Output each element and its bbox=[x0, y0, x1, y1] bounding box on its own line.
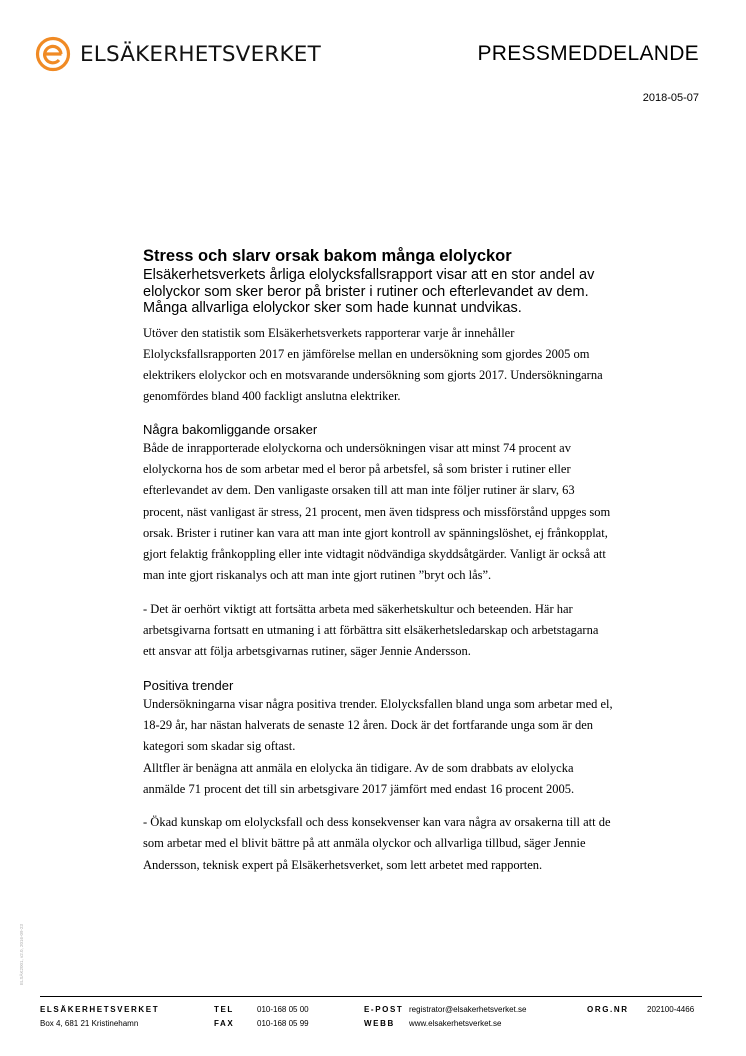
footer-web-label: WEBB bbox=[364, 1019, 395, 1028]
footer-address: Box 4, 681 21 Kristinehamn bbox=[40, 1019, 139, 1028]
footer-orgnr-label: ORG.NR bbox=[587, 1005, 629, 1014]
lead-paragraph: Elsäkerhetsverkets årliga elolycksfallsrapport visar att en stor andel av elolyckor som sker beror på brister i rutiner och efterlevandet av dem. Många allvarliga elolyckor sker som hade kunnat undvikas. bbox=[143, 267, 595, 316]
press-release-body bbox=[143, 246, 613, 876]
quote-paragraph-1: - Det är oerhört viktigt att fortsätta arbeta med säkerhetskultur och beteenden. Här har arbetsgivarna fortsatt en utmaning i att förbättra sitt elsäkerhetsledarskap och arbetstagarna ett ansvar att följa arbetsgivarnas rutiner, säger Jennie Andersson. bbox=[143, 601, 599, 659]
headline: Stress och slarv orsak bakom många elolyckor bbox=[143, 247, 512, 265]
trends-paragraph: Undersökningarna visar några positiva trender. Elolycksfallen bland unga som arbetar med el, 18-29 år, har nästan halverats de senaste 12 åren. Dock är det fortfarande unga som är den kategori som skadar sig oftast. Alltfler är benägna att anmäla en elolycka än tidigare. Av de som drabbats av elolycka anmälde 71 procent det till sin arbetsgivare 2017 jämfört med endast 16 procent 2005. bbox=[143, 696, 613, 796]
footer-email-label: E-POST bbox=[364, 1005, 404, 1014]
intro-paragraph: Utöver den statistik som Elsäkerhetsverkets rapporterar varje år innehåller Elolycksfallsrapporten 2017 en jämförelse mellan en undersökning som gjordes 2005 om elektrikers elolyckor och en motsvarande undersökning som gjorts 2017. Undersökningarna genomfördes bland 400 fackligt anslutna elektriker. bbox=[143, 325, 603, 404]
footer-email-value[interactable]: registrator@elsakerhetsverket.se bbox=[409, 1005, 527, 1014]
document-type: PRESSMEDDELANDE bbox=[477, 42, 699, 65]
quote-paragraph-2: - Ökad kunskap om elolycksfall och dess konsekvenser kan vara några av orsakerna till att de som arbetar med el blivit bättre på att anmäla olyckor och allvarliga tillbud, säger Jennie Andersson, teknisk expert på Elsäkerhetsverket, som lett arbetet med rapporten. bbox=[143, 815, 611, 872]
footer-web-value[interactable]: www.elsakerhetsverket.se bbox=[409, 1019, 502, 1028]
footer-fax-value: 010-168 05 99 bbox=[257, 1019, 309, 1028]
footer-fax-label: FAX bbox=[214, 1019, 235, 1028]
section-heading-causes: Några bakomliggande orsaker bbox=[143, 421, 318, 437]
release-date: 2018-05-07 bbox=[642, 92, 699, 104]
logo bbox=[35, 36, 321, 72]
form-code: ELSÄK2001, v2.0, 2016-09-23 bbox=[19, 923, 24, 985]
footer-orgnr-value: 202100-4466 bbox=[647, 1005, 695, 1014]
elsakerhetsverket-logo-icon bbox=[35, 36, 71, 72]
section-heading-trends: Positiva trender bbox=[143, 677, 234, 693]
footer-divider bbox=[40, 996, 702, 997]
footer-org-name: ELSÄKERHETSVERKET bbox=[40, 1005, 160, 1014]
footer-tel-label: TEL bbox=[214, 1005, 234, 1014]
footer-tel-value: 010-168 05 00 bbox=[257, 1005, 309, 1014]
causes-paragraph: Både de inrapporterade elolyckorna och undersökningen visar att minst 74 procent av elolyckorna hos de som arbetar med el beror på arbetsfel, så som brister i rutiner eller efterlevandet av dem. Den vanligaste orsaken till att man inte följer rutiner är slarv, 63 procent, näst vanligast är stress, 21 procent, men även tidspress och missförstånd uppges som orsak. Brister i rutiner kan vara att man inte gjort kontroll av spänningslöshet, ej frånkopplat, gjort felaktig frånkoppling eller inte vidtagit nödvändiga skyddsåtgärder. Vanligt är också att man inte gjort riskanalys och att man inte gjort rutinen ”bryt och lås”. bbox=[143, 440, 611, 583]
logo-text: ELSÄKERHETSVERKET bbox=[80, 41, 321, 67]
